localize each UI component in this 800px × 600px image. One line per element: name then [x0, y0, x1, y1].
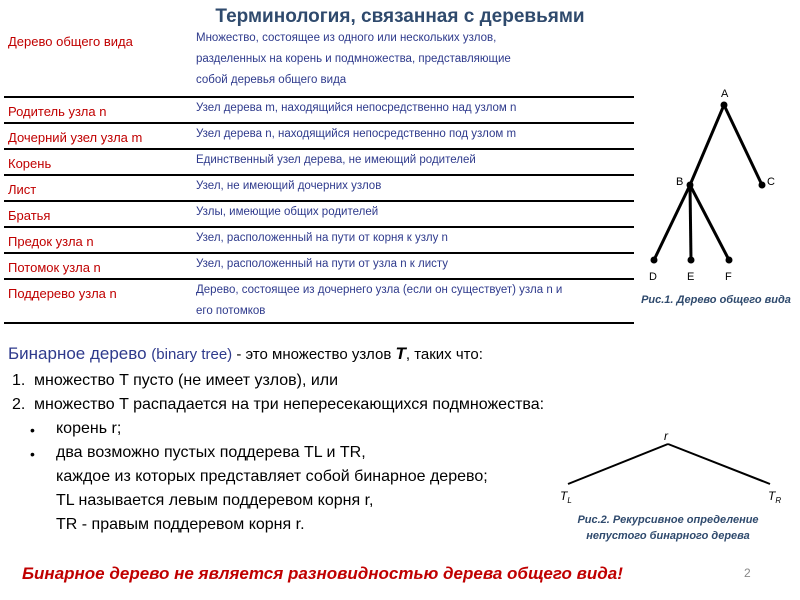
table-row [4, 175, 634, 201]
line3-text: каждое из которых представляет собой бинарное дерево; [56, 468, 488, 485]
page-number: 2 [744, 566, 751, 580]
definition-line: его потомков [196, 305, 266, 317]
definition-cell [192, 201, 634, 227]
table-row [4, 149, 634, 175]
definition-cell [192, 149, 634, 175]
footer-note: Бинарное дерево не является разновидностью дерева общего вида! [22, 564, 623, 583]
definition-line: Множество, состоящее из одного или нескольких узлов, [196, 32, 497, 44]
term-cell: Потомок узла n [4, 253, 192, 279]
definition-line: Узел, расположенный на пути от корня к узлу n [196, 232, 448, 244]
node-c: C [767, 176, 775, 188]
node-e: E [687, 271, 695, 283]
figure1-caption: Рис.1. Дерево общего вида [641, 294, 791, 306]
table-row [4, 253, 634, 279]
definition-line: собой деревья общего вида [196, 74, 347, 86]
definition-line: Узлы, имеющие общих родителей [196, 206, 379, 218]
node-tr: $T_R$ [768, 489, 782, 505]
node-tl: $T_L$ [560, 489, 572, 505]
term-cell: Дочерний узел узла m [4, 123, 192, 149]
binary-tree-diagram [550, 428, 790, 518]
definition-cell [192, 279, 634, 323]
terminology-table [4, 28, 634, 324]
definition-cell [192, 97, 634, 123]
term-cell: Корень [4, 149, 192, 175]
definition-line: Узел дерева n, находящийся непосредственно под узлом m [196, 128, 517, 140]
definition-cell [192, 175, 634, 201]
table-row [4, 201, 634, 227]
item1-text: множество T пусто (не имеет узлов), или [34, 372, 339, 389]
table-row [4, 227, 634, 253]
bullet-dot-1: • [30, 422, 35, 438]
figure2-caption: Рис.2. Рекурсивное определение непустого бинарного дерева [577, 514, 759, 542]
table-row [4, 123, 634, 149]
item1-number: 1. [12, 372, 26, 389]
term-cell: Поддерево узла n [4, 279, 192, 323]
definition-cell [192, 253, 634, 279]
definition-cell [192, 227, 634, 253]
table-row [4, 28, 634, 97]
definition-cell [192, 123, 634, 149]
definition-line: разделенных на корень и подмножества, представляющие [196, 53, 511, 65]
node-d: D [649, 271, 657, 283]
definition-line: Узел, расположенный на пути от узла n к листу [196, 258, 449, 270]
bullet1-text: корень r; [56, 420, 122, 437]
bullet-dot-2: • [30, 446, 35, 462]
term-cell: Предок узла n [4, 227, 192, 253]
line5-text: TR - правым поддеревом корня r. [56, 516, 305, 533]
general-tree-diagram [630, 85, 800, 295]
item2-text: множество T распадается на три непересекающихся подмножества: [34, 396, 545, 413]
node-f: F [725, 271, 732, 283]
table-row [4, 97, 634, 123]
term-cell: Дерево общего вида [4, 28, 192, 97]
definition-line: Узел, не имеющий дочерних узлов [196, 180, 382, 192]
page-title: Терминология, связанная с деревьями [215, 6, 585, 27]
term-cell: Лист [4, 175, 192, 201]
item2-number: 2. [12, 396, 26, 413]
bullet2-text: два возможно пустых поддерева TL и TR, [56, 444, 366, 461]
line4-text: TL называется левым поддеревом корня r, [56, 492, 374, 509]
definition-line: Дерево, состоящее из дочернего узла (если он существует) узла n и [196, 284, 563, 296]
definition-line: Единственный узел дерева, не имеющий родителей [196, 154, 476, 166]
node-a: A [721, 88, 729, 100]
table-row [4, 279, 634, 323]
node-b: B [676, 176, 684, 188]
node-r: r [664, 429, 668, 443]
binary-tree-heading: Бинарное дерево (binary tree) - это множество узлов T, таких что: [8, 344, 483, 363]
definition-cell [192, 28, 634, 97]
definition-line: Узел дерева m, находящийся непосредственно над узлом n [196, 102, 517, 114]
term-cell: Братья [4, 201, 192, 227]
term-cell: Родитель узла n [4, 97, 192, 123]
